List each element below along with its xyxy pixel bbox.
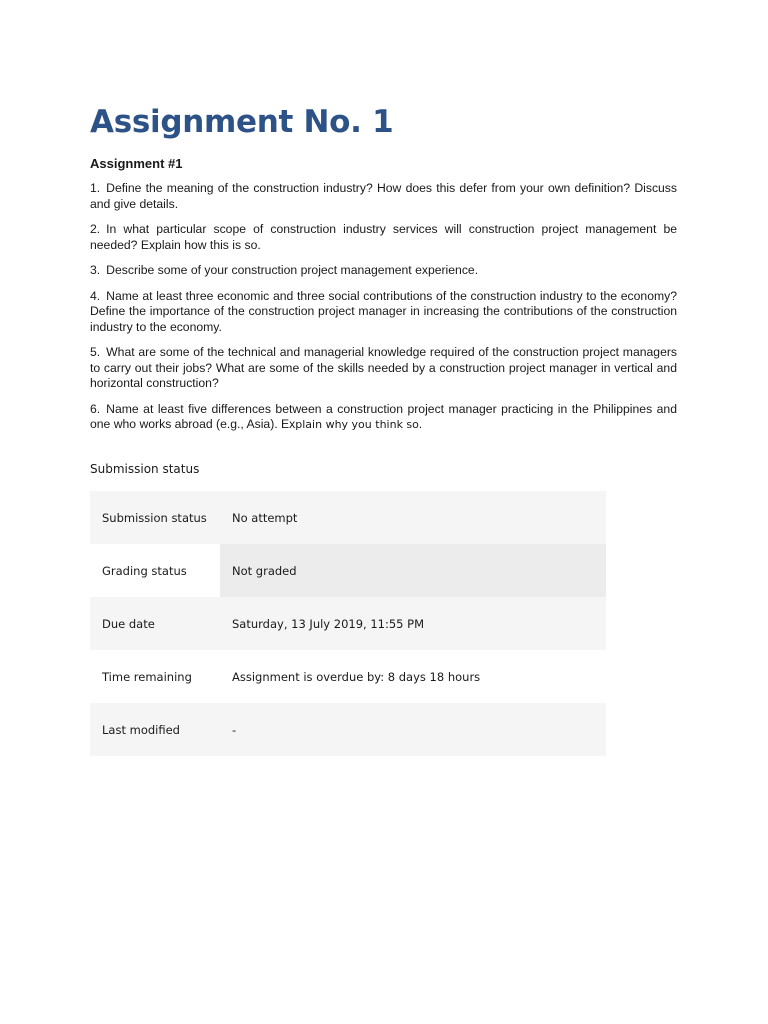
submission-status-heading: Submission status	[90, 462, 200, 476]
page-title: Assignment No. 1	[90, 104, 394, 140]
question-text: What are some of the technical and managerial knowledge required of the construction project managers to carry out their jobs? What are some of the skills needed by a construction project manager in vertical and horizontal construction?	[90, 345, 677, 390]
question-text: In what particular scope of construction industry services will construction project management be needed? Explain how this is so.	[90, 222, 677, 252]
question-item	[90, 263, 677, 279]
question-text-tail: plain why you think so.	[295, 418, 423, 431]
row-label: Submission status	[90, 491, 220, 544]
question-item	[90, 181, 677, 212]
row-label: Time remaining	[90, 650, 220, 703]
row-label: Last modified	[90, 703, 220, 756]
question-text: Define the meaning of the construction industry? How does this defer from your own definition? Discuss and give details.	[90, 181, 677, 211]
table-row	[90, 491, 606, 544]
table-row	[90, 597, 606, 650]
question-item	[90, 402, 677, 433]
question-text: Name at least three economic and three social contributions of the construction industry to the economy? Define the importance of the construction project manager in increasing the contributions of the construction industry to the economy.	[90, 288, 677, 334]
question-item	[90, 222, 677, 253]
question-text: Name at least five differences between a construction project manager practicing in the Philippines and one who works abroad (e.g., Asia). Ex	[90, 401, 677, 431]
row-value: No attempt	[220, 491, 606, 544]
question-number: 6.	[90, 401, 101, 416]
question-item	[90, 345, 677, 392]
row-value: -	[220, 703, 606, 756]
question-number: 3.	[90, 263, 101, 277]
question-item	[90, 289, 677, 336]
question-number: 5.	[90, 345, 101, 359]
table-row	[90, 544, 606, 597]
question-number: 1.	[90, 181, 101, 195]
question-number: 4.	[90, 288, 101, 303]
question-list	[90, 181, 677, 443]
question-number: 2.	[90, 222, 101, 236]
row-label: Grading status	[90, 544, 220, 597]
row-label: Due date	[90, 597, 220, 650]
table-row	[90, 703, 606, 756]
assignment-subheading: Assignment #1	[90, 156, 183, 171]
table-row	[90, 650, 606, 703]
row-value: Assignment is overdue by: 8 days 18 hours	[220, 650, 606, 703]
question-text: Describe some of your construction project management experience.	[106, 263, 479, 277]
row-value: Not graded	[220, 544, 606, 597]
row-value: Saturday, 13 July 2019, 11:55 PM	[220, 597, 606, 650]
submission-status-table	[90, 491, 606, 756]
